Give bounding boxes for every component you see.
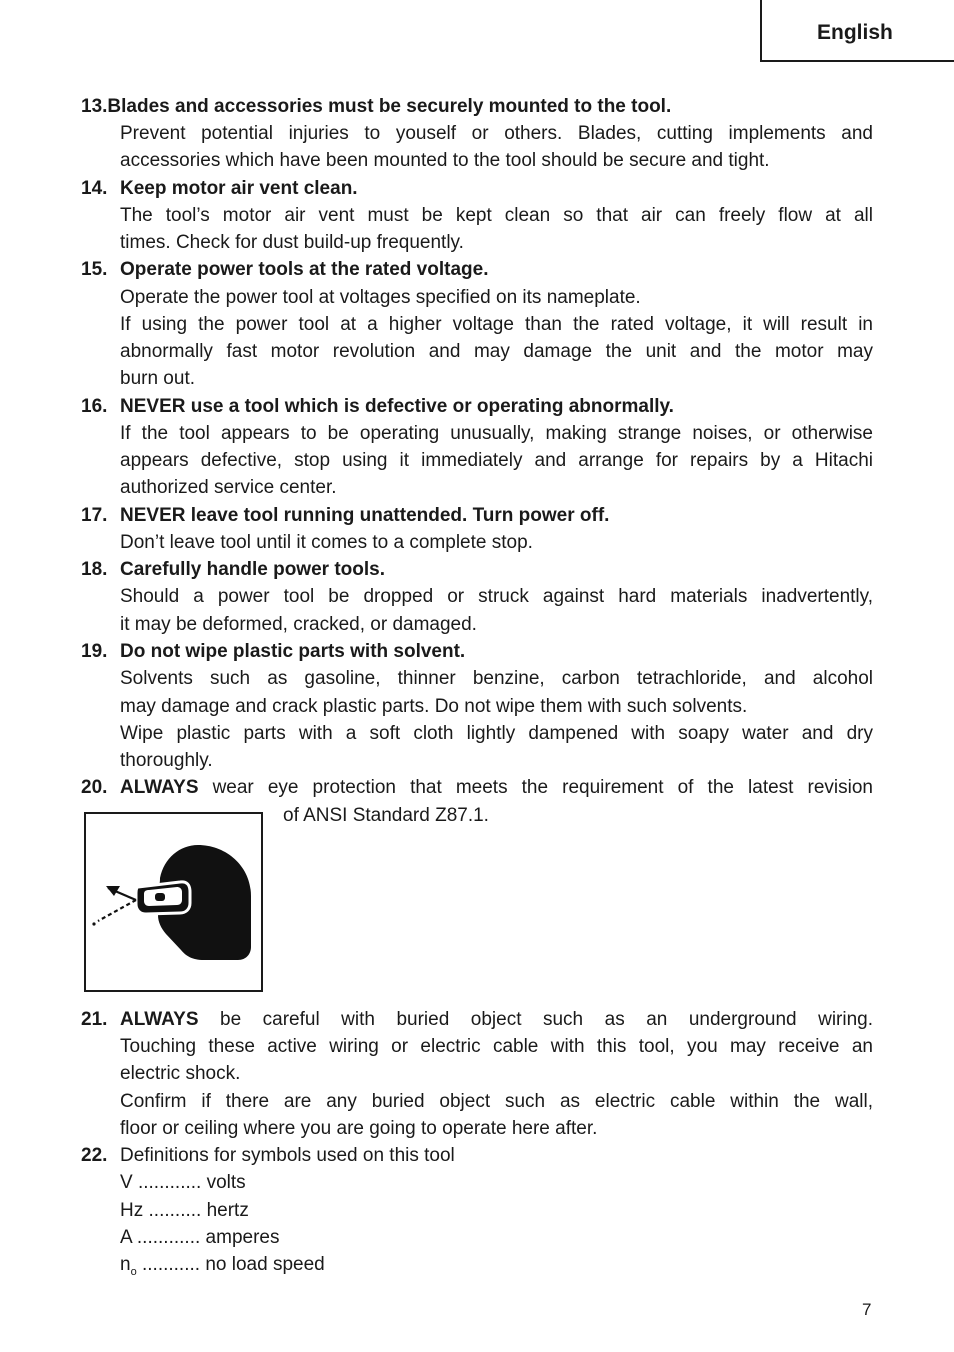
item-18-line: Should a power tool be dropped or struck against hard materials inadvertently, — [120, 586, 873, 607]
item-13-line: Prevent potential injuries to youself or others. Blades, cutting implements and — [120, 123, 873, 144]
item-14-heading: Keep motor air vent clean. — [120, 178, 358, 199]
item-20-lead: ALWAYS — [120, 777, 199, 798]
eye-protection-icon — [86, 814, 260, 989]
item-19-line: thoroughly. — [120, 750, 213, 771]
item-13-heading: 13.Blades and accessories must be securely mounted to the tool. — [81, 96, 672, 117]
item-17-line: Don’t leave tool until it comes to a complete stop. — [120, 532, 533, 553]
symbol-meaning: no load speed — [205, 1254, 325, 1275]
item-20-number: 20. — [81, 777, 108, 798]
symbol-key: V — [120, 1172, 133, 1193]
symbol-dots: ............ — [136, 1227, 201, 1248]
item-19-line: Wipe plastic parts with a soft cloth lightly dampened with soapy water and dry — [120, 723, 873, 744]
item-20-line — [120, 775, 873, 801]
item-21-lead: ALWAYS — [120, 1009, 199, 1030]
symbol-meaning: hertz — [206, 1200, 249, 1221]
symbol-dots: .......... — [148, 1200, 202, 1221]
item-21-number: 21. — [81, 1009, 108, 1030]
language-label: English — [817, 21, 893, 44]
item-21-line: Touching these active wiring or electric cable with this tool, you may receive an — [120, 1036, 873, 1057]
symbol-row — [120, 1225, 279, 1251]
symbol-dots: ............ — [137, 1172, 202, 1193]
item-18-number: 18. — [81, 559, 108, 580]
eye-protection-figure — [84, 812, 263, 992]
item-21-line — [120, 1007, 873, 1033]
item-13-line: accessories which have been mounted to the tool should be secure and tight. — [120, 150, 770, 171]
item-15-line: Operate the power tool at voltages specified on its nameplate. — [120, 287, 641, 308]
symbol-row — [120, 1252, 325, 1285]
item-21-line: electric shock. — [120, 1063, 241, 1084]
item-20-text: wear eye protection that meets the requirement of the latest revision — [198, 777, 873, 798]
item-21-line: Confirm if there are any buried object such as electric cable within the wall, — [120, 1091, 873, 1112]
item-19-line: Solvents such as gasoline, thinner benzine, carbon tetrachloride, and alcohol — [120, 668, 873, 689]
page-number: 7 — [862, 1300, 872, 1319]
item-16-number: 16. — [81, 396, 108, 417]
item-21-text: be careful with buried object such as an underground wiring. — [198, 1009, 873, 1030]
item-15-line: abnormally fast motor revolution and may damage the unit and the motor may — [120, 341, 873, 362]
symbol-key: Hz — [120, 1200, 144, 1221]
symbol-row — [120, 1170, 246, 1196]
symbol-key: n — [120, 1254, 131, 1275]
symbol-dots: ........... — [141, 1254, 201, 1275]
item-14-line: The tool’s motor air vent must be kept clean so that air can freely flow at all — [120, 205, 873, 226]
item-18-heading: Carefully handle power tools. — [120, 559, 385, 580]
item-21-line: floor or ceiling where you are going to operate here after. — [120, 1118, 598, 1139]
item-18-line: it may be deformed, cracked, or damaged. — [120, 614, 477, 635]
symbol-meaning: volts — [206, 1172, 246, 1193]
symbol-meaning: amperes — [205, 1227, 280, 1248]
item-15-number: 15. — [81, 259, 108, 280]
item-16-line: authorized service center. — [120, 477, 337, 498]
item-22-number: 22. — [81, 1145, 108, 1166]
item-17-heading: NEVER leave tool running unattended. Turn power off. — [120, 505, 610, 526]
symbol-key: A — [120, 1227, 132, 1248]
item-19-line: may damage and crack plastic parts. Do not wipe them with such solvents. — [120, 696, 748, 717]
item-22-text: Definitions for symbols used on this tool — [120, 1145, 455, 1166]
item-16-line: If the tool appears to be operating unusually, making strange noises, or otherwise — [120, 423, 873, 444]
symbol-subscript: o — [130, 1265, 137, 1278]
item-16-line: appears defective, stop using it immediately and arrange for repairs by a Hitachi — [120, 450, 873, 471]
item-16-heading: NEVER use a tool which is defective or operating abnormally. — [120, 396, 674, 417]
item-15-line: burn out. — [120, 368, 195, 389]
item-17-number: 17. — [81, 505, 108, 526]
item-19-number: 19. — [81, 641, 108, 662]
item-14-line: times. Check for dust build-up frequently. — [120, 232, 464, 253]
item-19-heading: Do not wipe plastic parts with solvent. — [120, 641, 466, 662]
item-20-continuation: of ANSI Standard Z87.1. — [283, 805, 489, 826]
item-15-heading: Operate power tools at the rated voltage. — [120, 259, 489, 280]
item-14-number: 14. — [81, 178, 108, 199]
symbol-row — [120, 1198, 249, 1224]
item-15-line: If using the power tool at a higher voltage than the rated voltage, it will result in — [120, 314, 873, 335]
